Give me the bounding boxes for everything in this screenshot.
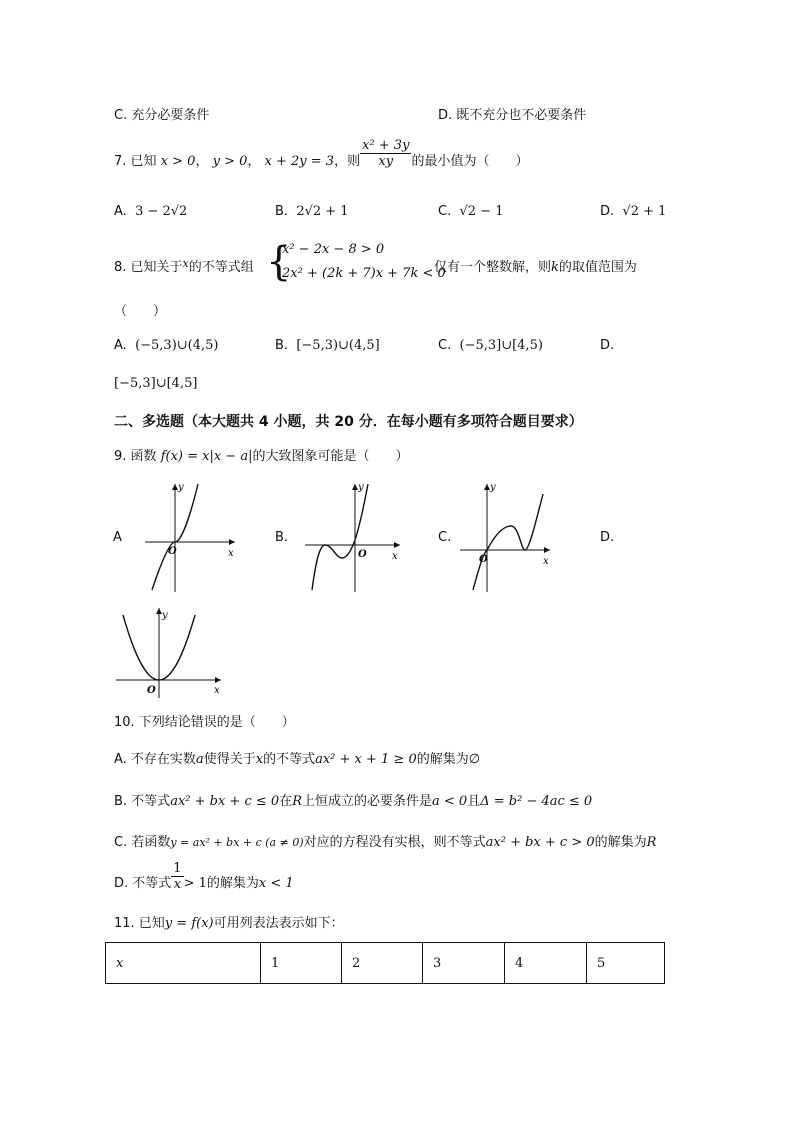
q10-d-num: 1 [173, 861, 182, 876]
q9-graph-c [455, 480, 555, 595]
origin-label: O [479, 554, 488, 565]
q10-a-var: a [195, 752, 204, 767]
q10-c-pre: C. 若函数 [114, 835, 171, 850]
q10-c-r: R [646, 835, 657, 850]
q10-c-post: 的解集为 [594, 835, 647, 850]
q11-value-table [105, 942, 665, 984]
q10-b-cond1: a < 0 [432, 794, 468, 809]
q8-prefix-line [114, 256, 254, 275]
q10-d-mid: 的解集为 [206, 876, 259, 891]
q8-option-d-value: [−5,3]∪[4,5] [114, 376, 198, 391]
q7-option-a [114, 204, 187, 219]
q9-suffix: 的大致图象可能是（ ） [252, 449, 409, 464]
curve [312, 484, 368, 590]
x-axis-label: x [214, 685, 220, 696]
q7-mid: ，则 [334, 154, 361, 169]
table-cell: x [106, 943, 261, 984]
q7-frac-den: xy [378, 154, 394, 169]
q7-stem [114, 138, 529, 169]
q10-a-post: 的解集为∅ [416, 752, 481, 767]
q7-frac-num: x² + 3y [362, 138, 410, 153]
y-axis-label: y [162, 610, 168, 621]
q9-label-a: A [113, 530, 122, 545]
q11-func: y = f(x) [164, 916, 214, 931]
q8-suffix: 仅有一个整数解，则 [434, 260, 552, 275]
q10-d-sol: x < 1 [258, 876, 294, 891]
q8-option-a-label: A. [114, 338, 127, 353]
q7-option-b-label: B. [275, 204, 289, 219]
q10-option-b [114, 790, 592, 809]
q8-option-b-label: B. [275, 338, 289, 353]
x-axis-arrow [394, 542, 400, 548]
section-heading: 二、多选题（本大题共 4 小题，共 20 分．在每小题有多项符合题目要求） [114, 414, 583, 430]
q7-fraction [360, 138, 411, 169]
q10-c-func: y = ax² + bx + c (a ≠ 0) [170, 836, 304, 849]
q10-b-r: R [292, 794, 302, 809]
q7-option-a-label: A. [114, 204, 127, 219]
q8-option-b [275, 338, 380, 353]
q7-option-c [438, 204, 503, 219]
x-axis-label: x [543, 556, 549, 567]
q7-suffix: 的最小值为（ ） [411, 154, 529, 169]
q8-ineq-1: x² − 2x − 8 > 0 [282, 242, 385, 257]
q8-brace: { [266, 239, 292, 285]
q6-option-d: D. 既不充分也不必要条件 [438, 108, 587, 123]
x-axis-arrow [215, 677, 221, 683]
q7-cond-2: y > 0 [212, 154, 248, 169]
q7-option-c-value: √2 − 1 [459, 204, 504, 219]
table-row [106, 943, 665, 984]
q10-d-fraction [171, 861, 183, 892]
q10-option-c [114, 831, 656, 850]
q10-b-pre: B. 不等式 [114, 794, 171, 809]
q7-sep-1: ， [195, 154, 209, 169]
q10-b-ineq: ax² + bx + c ≤ 0 [170, 794, 280, 809]
q8-option-d-label: D. [600, 338, 615, 353]
q9-label-d: D. [600, 530, 615, 545]
q9-func: f(x) = x|x − a| [160, 449, 253, 464]
q8-option-c [438, 338, 543, 353]
q7-cond-3: x + 2y = 3 [264, 154, 335, 169]
q9-graph-a [140, 480, 240, 595]
x-axis-label: x [228, 548, 234, 559]
origin-label: O [358, 549, 367, 560]
q10-a-ineq: ax² + x + 1 ≥ 0 [315, 752, 417, 767]
q10-stem: 10. 下列结论错误的是（ ） [114, 715, 295, 730]
origin-label: O [147, 685, 156, 696]
q10-option-d [114, 861, 294, 892]
q7-prefix: 7. 已知 [114, 154, 157, 169]
q10-c-ineq: ax² + bx + c > 0 [485, 835, 595, 850]
q7-option-d [600, 204, 666, 219]
q8-suffix-line [434, 256, 637, 275]
x-axis-arrow [544, 547, 550, 553]
q8-k: k [551, 260, 559, 275]
q11-stem [114, 912, 344, 931]
q8-option-b-value: [−5,3)∪(4,5] [296, 338, 380, 353]
table-cell: 1 [261, 943, 342, 984]
q9-label-b: B. [275, 530, 289, 545]
y-axis-label: y [178, 482, 184, 493]
q10-a-mid2: 的不等式 [263, 752, 316, 767]
q8-suffix-2: 的取值范围为 [558, 260, 637, 275]
q10-b-mid3: 且 [467, 794, 481, 809]
q7-option-b-value: 2√2 + 1 [296, 204, 349, 219]
q9-prefix: 9. 函数 [114, 449, 157, 464]
q10-b-cond2: Δ = b² − 4ac ≤ 0 [480, 794, 593, 809]
q11-prefix: 11. 已知 [114, 916, 165, 931]
q10-b-mid2: 上恒成立的必要条件是 [301, 794, 432, 809]
q8-prefix: 8. 已知关于 [114, 260, 183, 275]
x-axis-label: x [392, 551, 398, 562]
q8-option-c-label: C. [438, 338, 452, 353]
q8-var: x [182, 257, 189, 270]
q10-d-gt: > 1 [183, 876, 207, 891]
q6-option-c: C. 充分必要条件 [114, 108, 210, 123]
q8-option-a-value: (−5,3)∪(4,5) [135, 338, 219, 353]
q10-a-mid: 使得关于 [203, 752, 256, 767]
q8-mid: 的不等式组 [188, 260, 254, 275]
q10-d-den: x [173, 877, 182, 892]
q10-b-mid: 在 [279, 794, 293, 809]
q7-option-b [275, 204, 349, 219]
q8-ineq-2: 2x² + (2k + 7)x + 7k < 0 [282, 266, 446, 281]
q9-stem [114, 445, 408, 464]
q9-graph-d [113, 605, 228, 700]
q9-label-c: C. [438, 530, 452, 545]
q7-sep-2: ， [247, 154, 261, 169]
q9-graph-b [300, 480, 410, 595]
table-cell: 5 [587, 943, 665, 984]
y-axis-label: y [490, 482, 496, 493]
q11-suffix: 可用列表法表示如下： [213, 916, 344, 931]
q7-option-a-value: 3 − 2√2 [135, 204, 188, 219]
origin-label: O [168, 546, 177, 557]
q10-d-pre: D. 不等式 [114, 876, 172, 891]
q7-cond-1: x > 0 [160, 154, 196, 169]
q10-a-pre: A. 不存在实数 [114, 752, 196, 767]
table-cell: 2 [342, 943, 423, 984]
table-cell: 3 [423, 943, 505, 984]
q8-paren: （ ） [114, 304, 167, 319]
y-axis-label: y [358, 482, 364, 493]
curve [473, 494, 543, 590]
q8-option-c-value: (−5,3]∪[4,5) [459, 338, 543, 353]
q7-option-d-value: √2 + 1 [622, 204, 667, 219]
q10-c-mid: 对应的方程没有实根，则不等式 [303, 835, 486, 850]
q10-option-a [114, 748, 480, 767]
q8-option-a [114, 338, 218, 353]
q7-option-d-label: D. [600, 204, 615, 219]
x-axis-arrow [229, 539, 235, 545]
table-cell: 4 [505, 943, 587, 984]
q10-a-x: x [255, 752, 264, 767]
q7-option-c-label: C. [438, 204, 452, 219]
